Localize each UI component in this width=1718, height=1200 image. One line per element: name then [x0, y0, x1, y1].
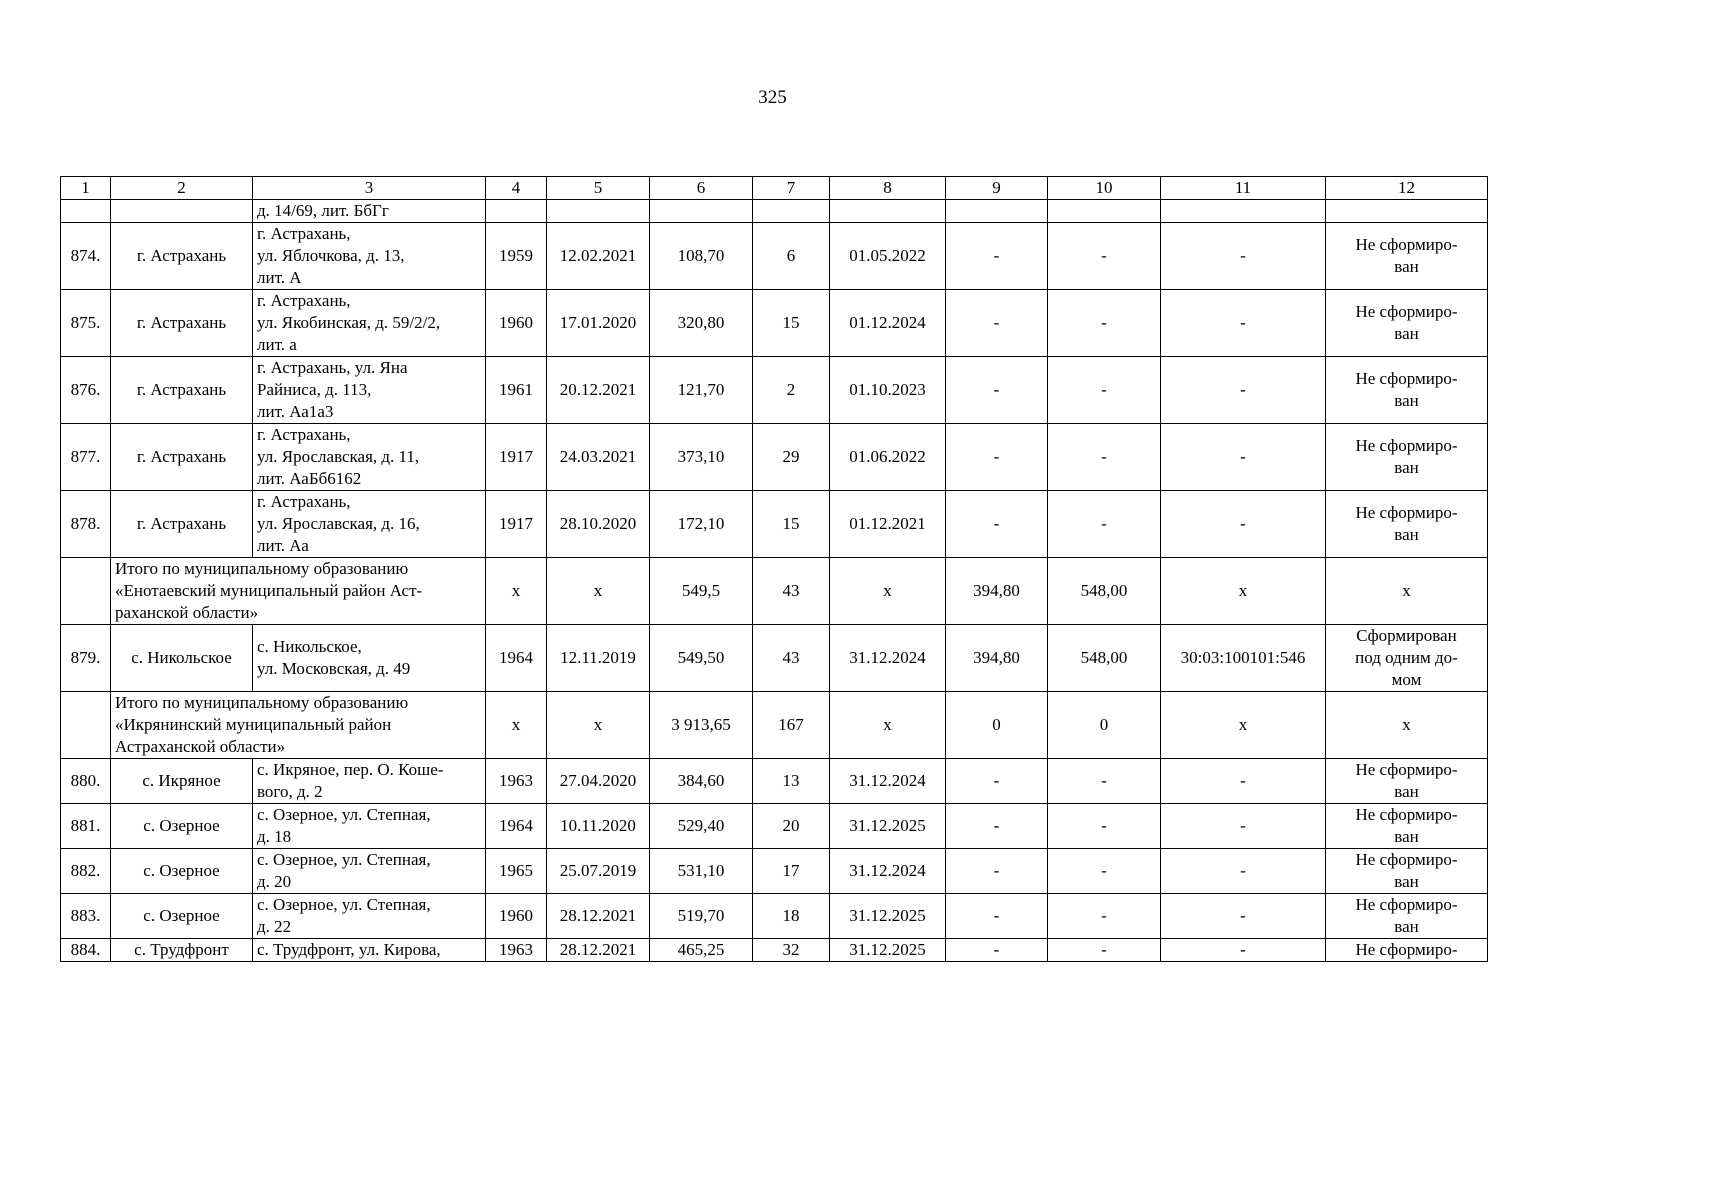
deadline-cell: 01.12.2024: [830, 290, 946, 357]
residents-cell: 20: [753, 804, 830, 849]
year-cell: 1917: [486, 424, 547, 491]
locality-cell: г. Астрахань: [111, 357, 253, 424]
column-9-cell: -: [946, 290, 1048, 357]
subtotal-area: 549,5: [650, 558, 753, 625]
deadline-cell: 01.05.2022: [830, 223, 946, 290]
land-plot-status-cell: Не сформиро- ван: [1326, 290, 1488, 357]
deadline-cell: 31.12.2025: [830, 804, 946, 849]
column-10-cell: -: [1048, 849, 1161, 894]
row-number-cell: 881.: [61, 804, 111, 849]
address-cell: г. Астрахань, ул. Яна Райниса, д. 113, лит. Аа1а3: [253, 357, 486, 424]
column-10-cell: -: [1048, 939, 1161, 962]
column-9-cell: -: [946, 357, 1048, 424]
empty-cell: [753, 200, 830, 223]
row-number-cell: 878.: [61, 491, 111, 558]
column-11-cell: -: [1161, 223, 1326, 290]
area-cell: 549,50: [650, 625, 753, 692]
table-row: [61, 223, 1488, 290]
column-header: 7: [753, 177, 830, 200]
year-cell: 1961: [486, 357, 547, 424]
subtotal-row: [61, 558, 1488, 625]
table-row: [61, 894, 1488, 939]
address-cell: г. Астрахань, ул. Ярославская, д. 16, лит. Аа: [253, 491, 486, 558]
column-header: 12: [1326, 177, 1488, 200]
subtotal-cell: x: [486, 558, 547, 625]
column-10-cell: -: [1048, 357, 1161, 424]
column-header: 9: [946, 177, 1048, 200]
column-10-cell: -: [1048, 491, 1161, 558]
empty-cell: [650, 200, 753, 223]
date-cell: 24.03.2021: [547, 424, 650, 491]
subtotal-cell: x: [830, 558, 946, 625]
table-row: [61, 759, 1488, 804]
land-plot-status-cell: Не сформиро- ван: [1326, 357, 1488, 424]
residents-cell: 2: [753, 357, 830, 424]
land-plot-status-cell: Не сформиро- ван: [1326, 759, 1488, 804]
address-cell: г. Астрахань, ул. Якобинская, д. 59/2/2, лит. а: [253, 290, 486, 357]
subtotal-cell: x: [1161, 692, 1326, 759]
locality-cell: г. Астрахань: [111, 223, 253, 290]
deadline-cell: 01.12.2021: [830, 491, 946, 558]
column-11-cell: -: [1161, 804, 1326, 849]
table-row: [61, 491, 1488, 558]
residents-cell: 17: [753, 849, 830, 894]
empty-cell: [830, 200, 946, 223]
page-number: 325: [758, 87, 787, 108]
table-row: [61, 804, 1488, 849]
deadline-cell: 31.12.2024: [830, 759, 946, 804]
housing-registry-table: [60, 176, 1488, 962]
empty-cell: [61, 558, 111, 625]
column-11-cell: -: [1161, 894, 1326, 939]
column-header: 2: [111, 177, 253, 200]
empty-cell: [61, 200, 111, 223]
column-11-cell: -: [1161, 424, 1326, 491]
year-cell: 1917: [486, 491, 547, 558]
subtotal-cell: x: [547, 692, 650, 759]
subtotal-cell: x: [1326, 558, 1488, 625]
land-plot-status-cell: Не сформиро- ван: [1326, 894, 1488, 939]
area-cell: 320,80: [650, 290, 753, 357]
area-cell: 384,60: [650, 759, 753, 804]
address-cell: г. Астрахань, ул. Ярославская, д. 11, лит. АаБб6162: [253, 424, 486, 491]
column-9-cell: -: [946, 894, 1048, 939]
column-9-cell: -: [946, 223, 1048, 290]
subtotal-cell: x: [1326, 692, 1488, 759]
deadline-cell: 01.06.2022: [830, 424, 946, 491]
land-plot-status-cell: Сформирован под одним до- мом: [1326, 625, 1488, 692]
year-cell: 1963: [486, 939, 547, 962]
year-cell: 1960: [486, 894, 547, 939]
address-cell: с. Озерное, ул. Степная, д. 20: [253, 849, 486, 894]
date-cell: 17.01.2020: [547, 290, 650, 357]
area-cell: 529,40: [650, 804, 753, 849]
empty-cell: [1161, 200, 1326, 223]
residents-cell: 32: [753, 939, 830, 962]
subtotal-residents: 167: [753, 692, 830, 759]
subtotal-cell: 0: [1048, 692, 1161, 759]
area-cell: 121,70: [650, 357, 753, 424]
empty-cell: [1326, 200, 1488, 223]
address-cell: с. Никольское, ул. Московская, д. 49: [253, 625, 486, 692]
area-cell: 373,10: [650, 424, 753, 491]
column-header: 4: [486, 177, 547, 200]
date-cell: 28.10.2020: [547, 491, 650, 558]
year-cell: 1960: [486, 290, 547, 357]
row-number-cell: 876.: [61, 357, 111, 424]
empty-cell: [946, 200, 1048, 223]
subtotal-label: Итого по муниципальному образованию «Икрянинский муниципальный район Астраханской области»: [111, 692, 486, 759]
locality-cell: с. Озерное: [111, 849, 253, 894]
column-11-cell: -: [1161, 849, 1326, 894]
date-cell: 28.12.2021: [547, 939, 650, 962]
row-number-cell: 877.: [61, 424, 111, 491]
column-9-cell: 394,80: [946, 625, 1048, 692]
column-10-cell: 548,00: [1048, 625, 1161, 692]
residents-cell: 13: [753, 759, 830, 804]
column-9-cell: -: [946, 424, 1048, 491]
row-number-cell: 882.: [61, 849, 111, 894]
subtotal-residents: 43: [753, 558, 830, 625]
column-9-cell: -: [946, 804, 1048, 849]
locality-cell: с. Трудфронт: [111, 939, 253, 962]
residents-cell: 18: [753, 894, 830, 939]
date-cell: 12.11.2019: [547, 625, 650, 692]
year-cell: 1963: [486, 759, 547, 804]
row-number-cell: 874.: [61, 223, 111, 290]
continuation-row: [61, 200, 1488, 223]
table-row: [61, 357, 1488, 424]
column-9-cell: -: [946, 491, 1048, 558]
date-cell: 20.12.2021: [547, 357, 650, 424]
subtotal-cell: x: [547, 558, 650, 625]
year-cell: 1959: [486, 223, 547, 290]
row-number-cell: 884.: [61, 939, 111, 962]
column-11-cell: -: [1161, 357, 1326, 424]
land-plot-status-cell: Не сформиро- ван: [1326, 223, 1488, 290]
deadline-cell: 31.12.2025: [830, 939, 946, 962]
area-cell: 531,10: [650, 849, 753, 894]
empty-cell: [111, 200, 253, 223]
table-row: [61, 849, 1488, 894]
residents-cell: 6: [753, 223, 830, 290]
column-header: 3: [253, 177, 486, 200]
deadline-cell: 31.12.2024: [830, 625, 946, 692]
year-cell: 1964: [486, 625, 547, 692]
land-plot-status-cell: Не сформиро-: [1326, 939, 1488, 962]
locality-cell: с. Озерное: [111, 804, 253, 849]
column-10-cell: -: [1048, 290, 1161, 357]
residents-cell: 15: [753, 290, 830, 357]
land-plot-status-cell: Не сформиро- ван: [1326, 849, 1488, 894]
address-cell: с. Трудфронт, ул. Кирова,: [253, 939, 486, 962]
subtotal-row: [61, 692, 1488, 759]
column-9-cell: -: [946, 939, 1048, 962]
locality-cell: г. Астрахань: [111, 491, 253, 558]
column-number-header-row: [61, 177, 1488, 200]
column-9-cell: -: [946, 849, 1048, 894]
empty-cell: [61, 692, 111, 759]
subtotal-cell: 548,00: [1048, 558, 1161, 625]
row-number-cell: 879.: [61, 625, 111, 692]
table-row: [61, 625, 1488, 692]
deadline-cell: 31.12.2025: [830, 894, 946, 939]
deadline-cell: 31.12.2024: [830, 849, 946, 894]
column-9-cell: -: [946, 759, 1048, 804]
locality-cell: с. Никольское: [111, 625, 253, 692]
subtotal-cell: 394,80: [946, 558, 1048, 625]
year-cell: 1965: [486, 849, 547, 894]
subtotal-label: Итого по муниципальному образованию «Енотаевский муниципальный район Аст- раханской области»: [111, 558, 486, 625]
empty-cell: [1048, 200, 1161, 223]
date-cell: 10.11.2020: [547, 804, 650, 849]
locality-cell: г. Астрахань: [111, 290, 253, 357]
column-10-cell: -: [1048, 223, 1161, 290]
column-10-cell: -: [1048, 759, 1161, 804]
date-cell: 28.12.2021: [547, 894, 650, 939]
address-cell: д. 14/69, лит. БбГг: [253, 200, 486, 223]
year-cell: 1964: [486, 804, 547, 849]
address-cell: с. Озерное, ул. Степная, д. 22: [253, 894, 486, 939]
row-number-cell: 875.: [61, 290, 111, 357]
row-number-cell: 883.: [61, 894, 111, 939]
area-cell: 465,25: [650, 939, 753, 962]
area-cell: 172,10: [650, 491, 753, 558]
column-10-cell: -: [1048, 894, 1161, 939]
table-row: [61, 939, 1488, 962]
table-row: [61, 290, 1488, 357]
deadline-cell: 01.10.2023: [830, 357, 946, 424]
area-cell: 519,70: [650, 894, 753, 939]
area-cell: 108,70: [650, 223, 753, 290]
locality-cell: г. Астрахань: [111, 424, 253, 491]
land-plot-status-cell: Не сформиро- ван: [1326, 491, 1488, 558]
column-header: 11: [1161, 177, 1326, 200]
empty-cell: [486, 200, 547, 223]
land-plot-status-cell: Не сформиро- ван: [1326, 424, 1488, 491]
column-11-cell: -: [1161, 491, 1326, 558]
date-cell: 25.07.2019: [547, 849, 650, 894]
locality-cell: с. Озерное: [111, 894, 253, 939]
subtotal-cell: x: [830, 692, 946, 759]
subtotal-cell: x: [486, 692, 547, 759]
residents-cell: 15: [753, 491, 830, 558]
subtotal-cell: 0: [946, 692, 1048, 759]
column-header: 8: [830, 177, 946, 200]
column-11-cell: -: [1161, 759, 1326, 804]
column-header: 6: [650, 177, 753, 200]
address-cell: с. Икряное, пер. О. Коше- вого, д. 2: [253, 759, 486, 804]
cadastral-number-cell: 30:03:100101:546: [1161, 625, 1326, 692]
subtotal-area: 3 913,65: [650, 692, 753, 759]
empty-cell: [547, 200, 650, 223]
locality-cell: с. Икряное: [111, 759, 253, 804]
residents-cell: 43: [753, 625, 830, 692]
subtotal-cell: x: [1161, 558, 1326, 625]
date-cell: 12.02.2021: [547, 223, 650, 290]
column-header: 10: [1048, 177, 1161, 200]
column-10-cell: -: [1048, 804, 1161, 849]
table-row: [61, 424, 1488, 491]
land-plot-status-cell: Не сформиро- ван: [1326, 804, 1488, 849]
column-header: 5: [547, 177, 650, 200]
date-cell: 27.04.2020: [547, 759, 650, 804]
row-number-cell: 880.: [61, 759, 111, 804]
column-header: 1: [61, 177, 111, 200]
address-cell: с. Озерное, ул. Степная, д. 18: [253, 804, 486, 849]
address-cell: г. Астрахань, ул. Яблочкова, д. 13, лит. А: [253, 223, 486, 290]
column-11-cell: -: [1161, 290, 1326, 357]
residents-cell: 29: [753, 424, 830, 491]
column-11-cell: -: [1161, 939, 1326, 962]
column-10-cell: -: [1048, 424, 1161, 491]
